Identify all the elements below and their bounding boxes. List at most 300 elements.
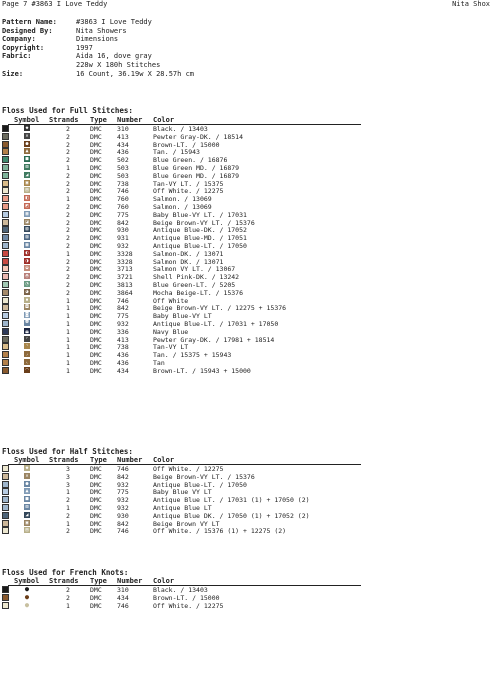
floss-type: DMC [90,480,102,489]
column-header-color: Color [153,116,175,124]
stitch-symbol-icon: ▲ [25,488,29,495]
floss-color: Salmon DK. / 13071 [153,257,224,266]
floss-strands: 1 [66,601,70,610]
floss-number: 746 [117,527,129,536]
stitch-symbol-icon: ⊠ [25,163,29,170]
floss-strands: 2 [66,226,70,235]
color-swatch [2,265,9,272]
stitch-symbol-icon: ▦ [25,210,29,217]
column-header-color: Color [153,456,175,464]
color-swatch [2,203,9,210]
page-header-right: Nita Shox [452,0,490,8]
floss-strands: 2 [66,257,70,266]
floss-number: 760 [117,202,129,211]
floss-number: 436 [117,351,129,360]
floss-number: 842 [117,304,129,313]
floss-color: Brown-LT. / 15943 + 15000 [153,366,251,375]
color-swatch [2,520,9,527]
column-header-symbol: Symbol [14,116,40,124]
floss-color: Antique Blue DK. / 17050 (1) + 17052 (2) [153,511,310,520]
color-swatch [2,594,9,601]
stitch-symbol-icon: ▪ [25,296,29,303]
floss-type: DMC [90,163,102,172]
floss-color: Blue Green. / 16876 [153,156,228,165]
floss-type: DMC [90,296,102,305]
stitch-symbol-icon: ◑ [25,257,29,264]
floss-number: 775 [117,488,129,497]
info-row [2,70,194,79]
floss-type: DMC [90,140,102,149]
floss-type: DMC [90,312,102,321]
stitch-symbol-icon: ◔ [25,280,29,287]
floss-number: 310 [117,586,129,594]
floss-color: Antique Blue-LT. / 17050 [153,480,247,489]
color-swatch [2,180,9,187]
floss-color: Navy Blue [153,327,189,336]
floss-type: DMC [90,511,102,520]
color-swatch [2,512,9,519]
floss-type: DMC [90,202,102,211]
floss-color: Mocha Beige-LT. / 15376 [153,288,244,297]
floss-color: Salmon VY LT. / 13067 [153,265,236,274]
floss-color: Salmon. / 13069 [153,195,212,204]
stitch-symbol-icon: ◙ [25,312,29,319]
floss-number: 436 [117,148,129,157]
floss-color: Antique Blue-LT. / 17050 [153,241,247,250]
floss-number: 503 [117,163,129,172]
floss-color: Shell Pink-DK. / 13242 [153,273,240,282]
floss-color: Tan. / 15375 + 15943 [153,351,232,360]
floss-number: 842 [117,472,129,481]
floss-type: DMC [90,593,102,602]
floss-type: DMC [90,241,102,250]
floss-color: Off White [153,296,189,305]
floss-number: 738 [117,343,129,352]
column-header-type: Type [90,456,107,464]
floss-strands: 1 [66,304,70,313]
floss-strands: 3 [66,480,70,489]
floss-strands: 2 [66,527,70,536]
floss-type: DMC [90,319,102,328]
info-value: 16 Count, 36.19w X 28.57h cm [76,69,195,78]
floss-strands: 2 [66,218,70,227]
floss-number: 932 [117,319,129,328]
color-swatch [2,226,9,233]
floss-strands: 2 [66,496,70,505]
floss-number: 3721 [117,273,133,282]
floss-number: 3328 [117,257,133,266]
floss-type: DMC [90,586,102,594]
stitch-symbol-icon: ▤ [25,187,29,194]
floss-color: Off White. / 15376 (1) + 12275 (2) [153,527,287,536]
color-swatch [2,312,9,319]
stitch-symbol-icon: ● [24,592,30,601]
color-swatch [2,488,9,495]
floss-type: DMC [90,132,102,141]
floss-color: Antique Blue LT [153,503,212,512]
stitch-symbol-icon: ◧ [25,195,29,202]
floss-strands: 3 [66,465,70,473]
floss-color: Tan [153,358,165,367]
floss-type: DMC [90,156,102,165]
floss-color: Tan-VY LT. / 15375 [153,179,224,188]
floss-type: DMC [90,343,102,352]
floss-color: Tan-VY LT [153,343,189,352]
info-label [2,61,76,70]
stitch-symbol-icon: ■ [25,496,29,503]
pattern-info [2,18,194,78]
floss-type: DMC [90,519,102,528]
color-swatch [2,336,9,343]
stitch-symbol-icon: ◐ [25,249,29,256]
info-row [2,44,194,53]
floss-strands: 2 [66,125,70,133]
floss-color: Brown-LT. / 15000 [153,593,220,602]
column-header-number: Number [117,456,143,464]
color-swatch [2,586,9,593]
floss-strands: 2 [66,511,70,520]
floss-number: 3713 [117,265,133,274]
floss-strands: 1 [66,366,70,375]
info-label: Copyright: [2,43,45,52]
floss-color: Antique Blue-DK. / 17052 [153,226,247,235]
floss-color: Pewter Gray-DK. / 18514 [153,132,244,141]
floss-strands: 2 [66,156,70,165]
column-header-strands: Strands [49,116,79,124]
stitch-symbol-icon: ◆ [25,465,29,471]
floss-strands: 1 [66,335,70,344]
floss-type: DMC [90,335,102,344]
stitch-symbol-icon: ◛ [25,327,29,334]
info-label: Pattern Name: [2,18,57,26]
floss-color: Tan. / 15943 [153,148,200,157]
info-value: Nita Showers [76,26,127,35]
stitch-symbol-icon: ◢ [25,511,29,518]
floss-number: 413 [117,132,129,141]
color-swatch [2,195,9,202]
column-header-type: Type [90,116,107,124]
floss-type: DMC [90,358,102,367]
floss-type: DMC [90,351,102,360]
floss-strands: 1 [66,519,70,528]
stitch-symbol-icon: ▧ [25,226,29,233]
floss-type: DMC [90,503,102,512]
floss-number: 336 [117,327,129,336]
stitch-symbol-icon: ✕ [25,132,29,139]
french-knots-title: Floss Used for French Knots: [2,568,129,577]
info-value: Dimensions [76,35,119,44]
color-swatch [2,219,9,226]
stitch-symbol-icon: ● [24,585,30,593]
color-swatch [2,297,9,304]
floss-number: 746 [117,601,129,610]
color-swatch [2,359,9,366]
floss-number: 3813 [117,280,133,289]
floss-strands: 2 [66,179,70,188]
floss-color: Off White. / 12275 [153,465,224,473]
color-swatch [2,289,9,296]
floss-number: 932 [117,480,129,489]
stitch-symbol-icon: ▤ [25,527,29,534]
floss-strands: 2 [66,593,70,602]
floss-strands: 3 [66,472,70,481]
color-swatch [2,172,9,179]
floss-color: Baby Blue VY LT [153,488,212,497]
floss-strands: 1 [66,163,70,172]
info-label: Company: [2,35,36,44]
stitch-symbol-icon: ◓ [25,273,29,280]
floss-type: DMC [90,234,102,243]
info-row [2,27,194,36]
info-row [2,35,194,44]
color-swatch [2,527,9,534]
floss-color: Off White. / 12275 [153,601,224,610]
floss-number: 3864 [117,288,133,297]
floss-color: Beige Brown-VY LT. / 15376 [153,218,255,227]
floss-type: DMC [90,465,102,473]
floss-number: 310 [117,125,129,133]
floss-type: DMC [90,249,102,258]
floss-type: DMC [90,280,102,289]
floss-type: DMC [90,366,102,375]
floss-number: 413 [117,335,129,344]
floss-number: 434 [117,140,129,149]
floss-type: DMC [90,226,102,235]
info-value: 228w X 180h Stitches [76,60,161,69]
floss-type: DMC [90,273,102,282]
floss-color: Salmon. / 13069 [153,202,212,211]
column-header-symbol: Symbol [14,577,40,585]
floss-strands: 2 [66,273,70,282]
stitch-symbol-icon: ◕ [25,288,29,295]
floss-type: DMC [90,187,102,196]
color-swatch [2,164,9,171]
floss-number: 842 [117,218,129,227]
info-row [2,61,194,70]
floss-type: DMC [90,125,102,133]
stitch-symbol-icon: ◝ [25,343,29,350]
floss-strands: 1 [66,296,70,305]
floss-strands: 1 [66,488,70,497]
floss-strands: 1 [66,249,70,258]
floss-number: 3328 [117,249,133,258]
color-swatch [2,234,9,241]
stitch-symbol-icon: ▲ [25,148,29,155]
floss-color: Baby Blue-VY LT [153,312,212,321]
floss-number: 746 [117,296,129,305]
floss-number: 746 [117,187,129,196]
color-swatch [2,141,9,148]
floss-type: DMC [90,171,102,180]
floss-type: DMC [90,179,102,188]
floss-strands: 1 [66,503,70,512]
floss-number: 930 [117,511,129,520]
color-swatch [2,367,9,374]
info-row [2,52,194,61]
stitch-symbol-icon: ◩ [25,202,29,209]
floss-number: 932 [117,496,129,505]
floss-number: 434 [117,593,129,602]
color-swatch [2,250,9,257]
stitch-symbol-icon: ◠ [25,366,29,373]
floss-strands: 2 [66,210,70,219]
stitch-symbol-icon: ◆ [25,125,29,131]
floss-color: Blue Green MD. / 16879 [153,163,240,172]
page-header-left: Page 7 #3863 I Love Teddy [2,0,108,8]
stitch-symbol-icon: ◚ [25,319,29,326]
info-value: #3863 I Love Teddy [76,18,152,26]
color-swatch [2,343,9,350]
floss-strands: 1 [66,319,70,328]
info-label: Size: [2,69,24,78]
floss-type: DMC [90,527,102,536]
stitch-symbol-icon: ◒ [25,265,29,272]
info-label: Fabric: [2,52,32,61]
stitch-symbol-icon: ◪ [25,218,29,225]
floss-strands: 2 [66,280,70,289]
color-swatch [2,242,9,249]
stitch-symbol-icon: ◜ [25,335,29,342]
stitch-symbol-icon: ✕ [25,472,29,479]
floss-color: Salmon-DK. / 13071 [153,249,224,258]
color-swatch [2,304,9,311]
floss-strands: 2 [66,265,70,274]
floss-type: DMC [90,327,102,336]
floss-color: Baby Blue-VY LT. / 17031 [153,210,247,219]
color-swatch [2,465,9,472]
floss-type: DMC [90,148,102,157]
color-swatch [2,351,9,358]
floss-strands: 1 [66,312,70,321]
color-swatch [2,148,9,155]
stitch-symbol-icon: ● [24,600,30,609]
color-swatch [2,211,9,218]
color-swatch [2,273,9,280]
floss-number: 503 [117,171,129,180]
floss-number: 760 [117,195,129,204]
color-swatch [2,258,9,265]
floss-strands: 2 [66,202,70,211]
column-header-number: Number [117,116,143,124]
full-stitches-title: Floss Used for Full Stitches: [2,106,133,115]
floss-color: Blue Green MD. / 16879 [153,171,240,180]
floss-strands: 2 [66,288,70,297]
floss-strands: 1 [66,358,70,367]
floss-color: Black. / 13403 [153,586,208,594]
floss-type: DMC [90,195,102,204]
floss-color: Off White. / 12275 [153,187,224,196]
stitch-symbol-icon: ▣ [25,519,29,526]
color-swatch [2,504,9,511]
info-value: Aida 16, dove gray [76,52,152,61]
floss-type: DMC [90,257,102,266]
floss-color: Brown-LT. / 15000 [153,140,220,149]
column-header-strands: Strands [49,577,79,585]
floss-strands: 2 [66,132,70,141]
stitch-symbol-icon: ▩ [25,241,29,248]
floss-type: DMC [90,472,102,481]
color-swatch [2,328,9,335]
info-row [2,18,194,27]
floss-type: DMC [90,265,102,274]
floss-strands: 1 [66,327,70,336]
floss-color: Antique Blue-MD. / 17051 [153,234,247,243]
floss-number: 775 [117,210,129,219]
color-swatch [2,496,9,503]
floss-number: 738 [117,179,129,188]
floss-number: 931 [117,234,129,243]
floss-type: DMC [90,288,102,297]
floss-color: Beige Brown-VY LT. / 12275 + 15376 [153,304,287,313]
color-swatch [2,320,9,327]
color-swatch [2,281,9,288]
floss-number: 502 [117,156,129,165]
stitch-symbol-icon: ■ [25,156,29,163]
color-swatch [2,602,9,609]
stitch-symbol-icon: ⊠ [25,503,29,510]
stitch-symbol-icon: ● [25,480,29,487]
color-swatch [2,481,9,488]
floss-color: Antique Blue LT. / 17031 (1) + 17050 (2) [153,496,310,505]
floss-strands: 2 [66,171,70,180]
floss-color: Beige Brown-VY LT. / 15376 [153,472,255,481]
column-header-strands: Strands [49,456,79,464]
floss-strands: 2 [66,148,70,157]
floss-number: 932 [117,503,129,512]
floss-strands: 2 [66,586,70,594]
floss-strands: 1 [66,351,70,360]
floss-type: DMC [90,218,102,227]
floss-type: DMC [90,304,102,313]
floss-strands: 2 [66,241,70,250]
color-swatch [2,125,9,132]
column-header-color: Color [153,577,175,585]
info-label: Designed By: [2,26,53,35]
floss-type: DMC [90,488,102,497]
stitch-symbol-icon: ● [25,140,29,147]
floss-number: 436 [117,358,129,367]
stitch-symbol-icon: ◢ [25,171,29,178]
floss-number: 930 [117,226,129,235]
floss-strands: 2 [66,234,70,243]
floss-strands: 1 [66,195,70,204]
floss-color: Blue Green-LT. / 5205 [153,280,236,289]
floss-number: 775 [117,312,129,321]
color-swatch [2,156,9,163]
stitch-symbol-icon: ◞ [25,351,29,358]
column-header-number: Number [117,577,143,585]
floss-number: 932 [117,241,129,250]
floss-strands: 2 [66,187,70,196]
floss-strands: 2 [66,140,70,149]
stitch-symbol-icon: ▨ [25,234,29,241]
stitch-symbol-icon: ◟ [25,358,29,365]
floss-type: DMC [90,601,102,610]
floss-color: Black. / 13403 [153,125,208,133]
half-stitches-title: Floss Used for Half Stitches: [2,447,133,456]
color-swatch [2,187,9,194]
column-header-type: Type [90,577,107,585]
color-swatch [2,133,9,140]
floss-strands: 1 [66,343,70,352]
floss-color: Antique Blue-LT. / 17031 + 17050 [153,319,279,328]
stitch-symbol-icon: ▣ [25,179,29,186]
column-header-symbol: Symbol [14,456,40,464]
floss-number: 746 [117,465,129,473]
floss-type: DMC [90,210,102,219]
floss-type: DMC [90,496,102,505]
floss-number: 434 [117,366,129,375]
